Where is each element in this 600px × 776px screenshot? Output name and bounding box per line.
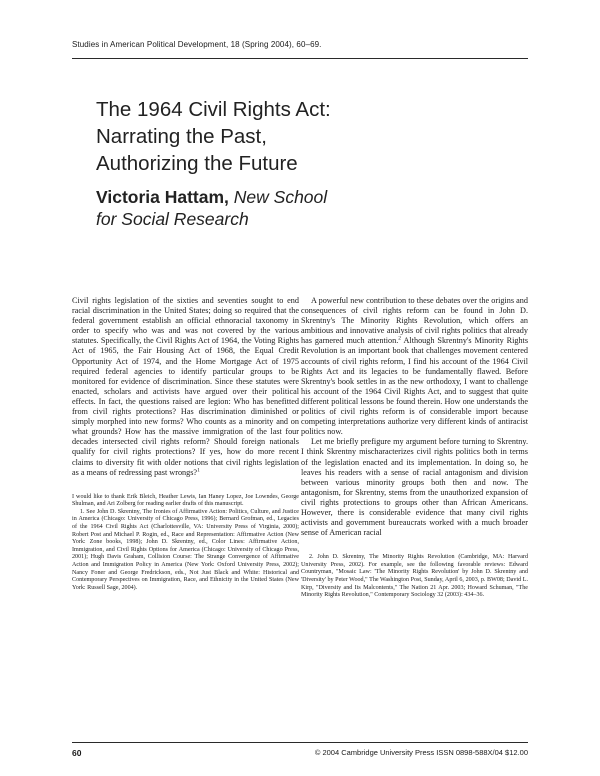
- footnote-1: 1. See John D. Skrentny, The Ironies of Affirmative Action: Politics, Culture, and Justice in America (Chicago: University of Chicago Press, 1996); Bernard Grofman, ed., Legacies of the 1964 Civil Rights Act (Charlottesville, VA: University Press of Virginia, 2000); Robert Post and Michael P. Rogin, ed., Race and Representation: Affirmative Action (New York: Zone books, 1998); John D. Skrentny, ed., Color Lines: Affirmative Action, Immigration, and Civil Rights Options for America (Chicago: University of Chicago Press, 2001); Hugh Davis Graham, Collision Course: The Strange Convergence of Affirmative Action and Immigration Policy in America (New York: Oxford University Press, 2002); Nancy Foner and George Fredrickson, eds., Not Just Black and White: Historical and Contemporary Perspectives on Immigration, Race, and Ethnicity in the United States (New York: Russell Sage, 2004).: [72, 508, 299, 591]
- right-column: [301, 296, 528, 600]
- publisher-issn: © 2004 Cambridge University Press ISSN 0898-588X/04 $12.00: [314, 748, 528, 757]
- body-paragraph-1: [72, 296, 299, 478]
- author-name: Victoria Hattam,: [96, 187, 229, 207]
- body-paragraph-2-text-b: Although Skrentny's Minority Rights Revolution is an important book that challenges movement centered accounts of civil rights reform, I find his account of the 1964 Civil Rights Act and its legacies to be fundamentally flawed. Before Skrentny's book settles in as the new orthodoxy, I want to challenge his account of the 1964 Civil Rights Act, and to suggest that quite different political lessons be found therein. How one understands the politics of civil rights reform is of considerable import because competing interpretations authorize very different kinds of antiracist politics now.: [301, 336, 529, 437]
- footnotes-right: [301, 554, 528, 600]
- article-title: The 1964 Civil Rights Act: Narrating the Past, Authorizing the Future: [96, 98, 331, 175]
- body-paragraph-3: Let me briefly prefigure my argument before turning to Skrentny. I think Skrentny mischaracterizes civil rights politics both in terms of the legislation enacted and its implementation. In doing so, he leaves his readers with a sense of racial antagonism and division between various minority groups both then and now. The antagonism, for Skrentny, stems from the unauthorized expansion of civil rights protections to groups other than African Americans. However, there is considerable evidence that many civil rights activists and government bureaucrats worked with a much broader sense of American racial: [301, 437, 528, 538]
- body-paragraph-2: [301, 296, 528, 437]
- body-paragraph-2-text-a: A powerful new contribution to these debates over the origins and consequences of civil rights reform can be found in John D. Skrentny's The Minority Rights Revolution, which offers an ambitious and innovative analysis of civil rights politics that already has garnered much attention.: [301, 296, 528, 346]
- footer-rule: [72, 742, 528, 743]
- author-block: [96, 186, 327, 230]
- page-number: 60: [72, 748, 82, 758]
- running-header: Studies in American Political Development, 18 (Spring 2004), 60–69.: [72, 40, 322, 49]
- author-affiliation: New School for Social Research: [96, 187, 328, 229]
- footnote-2: 2. John D. Skrentny, The Minority Rights Revolution (Cambridge, MA: Harvard University Press, 2002). For example, see the following favorable reviews: Edward Countryman, "Mosaic Law: 'The Minority Rights Revolution' by John D. Skrentny and 'Diversity' by Peter Wood," The Washington Post, Sunday, April 6, 2003, p. BW08; David L. Kirp, "Diversity and Its Malcontents," The Nation 21 Apr. 2003; Howard Schuman, "The Minority Rights Revolution," Contemporary Sociology 32 (2003): 434–36.: [301, 554, 528, 599]
- footnotes-left: [72, 494, 299, 593]
- footnote-mark-2: 2: [398, 335, 402, 342]
- body-paragraph-1-text: Civil rights legislation of the sixties and seventies sought to end racial discrimination in the United States; doing so required that the federal government establish an official ethnoracial taxonomy in order to specify who was and was not covered by the various statutes. Specifically, the Civil Rights Act of 1964, the Voting Rights Act of 1965, the Fair Housing Act of 1968, the Equal Credit Opportunity Act of 1974, and the Home Mortgage Act of 1975 required federal agencies to identify particular groups to be monitored for evidence of discrimination. Since these statutes were enacted, scholars and activists have argued over their political effects. In fact, the questions raised are legion: Who has benefitted from civil rights protections? Has discrimination diminished or simply morphed into new forms? Who counts as a minority and on what grounds? How has the massive immigration of the last four decades intersected civil rights reform? Should foreign nationals qualify for civil rights protections? If yes, how do more recent claims to diversity fit with older notions that civil rights legislation as a means of redressing past wrongs?: [72, 296, 299, 477]
- left-column: [72, 296, 299, 592]
- header-rule: [72, 58, 528, 59]
- footnote-acknowledgment: I would like to thank Erik Bleich, Heather Lewis, Ian Haney Lopez, Joe Lowndes, George Shulman, and Ari Zolberg for reading earlier drafts of this manuscript.: [72, 493, 299, 508]
- footnote-mark-1: 1: [197, 466, 200, 473]
